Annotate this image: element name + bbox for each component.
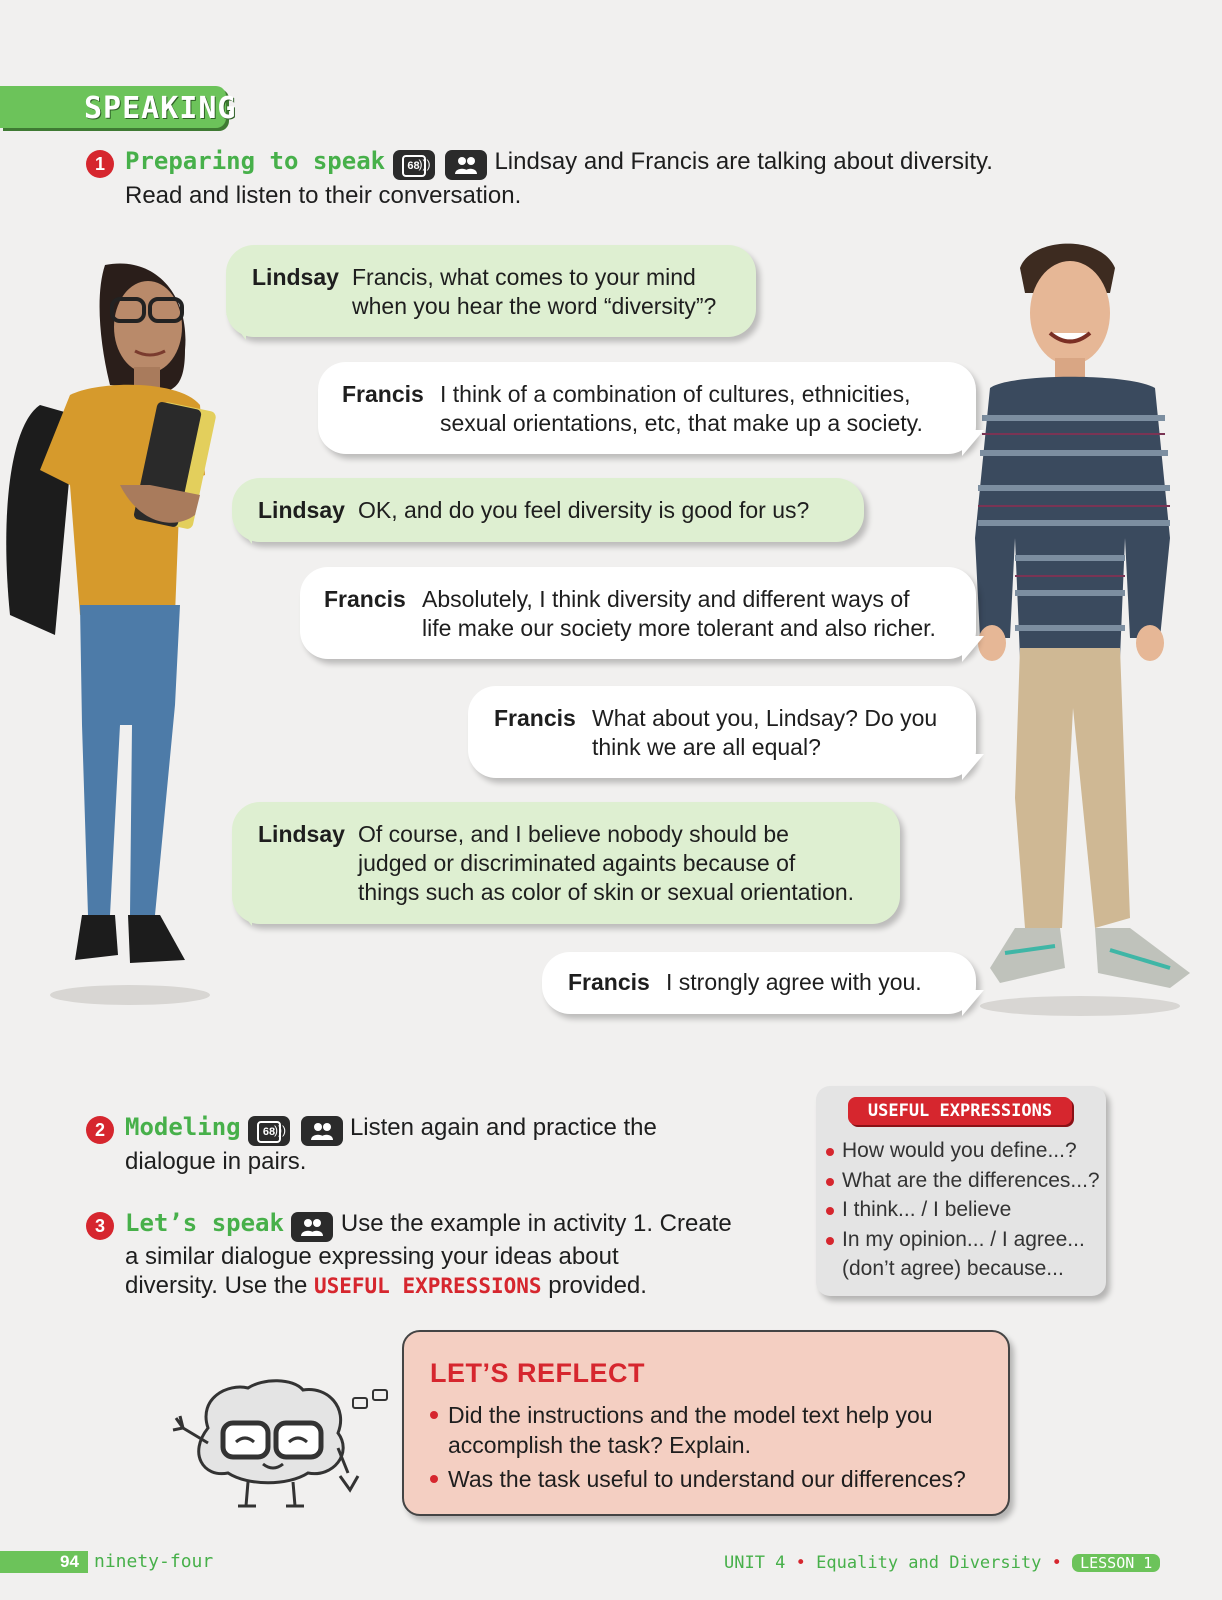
activity-text: Read and listen to their conversation. [125,182,522,209]
dialogue-line: sexual orientations, etc, that make up a society. [440,410,923,436]
dialogue-line: OK, and do you feel diversity is good for us? [358,497,810,523]
useful-expressions-reference: USEFUL EXPRESSIONS [313,1274,542,1298]
activity-title: Modeling [125,1113,241,1141]
useful-expressions-heading: USEFUL EXPRESSIONS [848,1097,1072,1125]
dialogue-line: I think of a combination of cultures, ethnicities, [440,381,911,407]
lesson-badge: LESSON 1 [1072,1554,1160,1572]
audio-track-number: 68 [257,1121,281,1143]
speaker-name: Lindsay [258,497,345,523]
unit-title: Equality and Diversity [816,1553,1042,1573]
activity-text: Lindsay and Francis are talking about diversity. [494,148,993,175]
list-item-continuation: (don’t agree) because... [842,1257,1064,1280]
dialogue-bubble [232,802,900,924]
activity-text: diversity. Use the [125,1272,308,1299]
speaker-name: Lindsay [258,821,345,847]
footer-unit [724,1552,1160,1574]
dialogue-bubble [318,362,976,454]
reflect-list [430,1400,966,1494]
francis-photo [970,238,1200,1028]
bubble-tail [962,754,984,780]
list-item: Did the instructions and the model text help you [430,1400,966,1430]
bubble-tail [962,990,984,1016]
dialogue-line: judged or discriminated againts because of [358,850,796,876]
activity-number: 3 [86,1212,114,1240]
dialogue-line: I strongly agree with you. [666,969,922,995]
dialogue-bubble [300,567,976,659]
activity-text: Use the example in activity 1. Create [340,1210,732,1237]
audio-cd-icon: 68 ))) [393,150,435,180]
dialogue-line: when you hear the word “diversity”? [352,293,717,319]
bubble-tail [962,430,984,456]
dialogue-line: life make our society more tolerant and also richer. [422,615,936,641]
dialogue-line: Absolutely, I think diversity and different ways of [422,586,910,612]
bubble-tail [232,900,252,926]
dialogue-bubble [542,952,976,1014]
speaker-name: Francis [494,705,576,731]
list-item: I think... / I believe [826,1195,1100,1225]
useful-expressions-list [826,1136,1100,1284]
list-item: Was the task useful to understand our differences? [430,1464,966,1494]
pair-work-icon [301,1116,343,1146]
dialogue-line: Francis, what comes to your mind [352,264,696,290]
activity-2-header [125,1113,657,1146]
list-item: What are the differences...? [826,1166,1100,1196]
speaker-name: Francis [568,969,650,995]
unit-label: UNIT 4 [724,1553,786,1573]
list-item: How would you define...? [826,1136,1100,1166]
activity-3-header [125,1209,732,1242]
bubble-tail [232,518,252,544]
audio-cd-icon: 68 ))) [248,1116,290,1146]
dialogue-line: What about you, Lindsay? Do you [592,705,938,731]
section-title: SPEAKING [84,91,237,126]
bubble-tail [226,314,246,340]
list-item: In my opinion... / I agree... [826,1225,1100,1255]
activity-text: dialogue in pairs. [125,1148,307,1175]
separator-dot: • [1051,1553,1062,1573]
activity-text: a similar dialogue expressing your ideas about [125,1243,619,1270]
brain-mascot-icon [168,1378,388,1519]
bubble-tail [962,636,984,662]
separator-dot: • [795,1553,806,1573]
dialogue-line: think we are all equal? [592,734,821,760]
pair-work-icon [445,150,487,180]
activity-title: Let’s speak [125,1209,284,1237]
dialogue-bubble [468,686,976,778]
activity-text: Listen again and practice the [349,1114,657,1141]
reflect-title: LET’S REFLECT [430,1358,645,1388]
dialogue-bubble [226,245,756,337]
activity-number: 2 [86,1116,114,1144]
speaker-name: Lindsay [252,264,339,290]
speaker-name: Francis [342,381,424,407]
list-item-continuation: accomplish the task? Explain. [448,1432,751,1458]
dialogue-line: Of course, and I believe nobody should be [358,821,789,847]
audio-track-number: 68 [402,155,426,177]
lindsay-photo [0,255,220,1015]
activity-text: provided. [548,1272,647,1299]
speaker-name: Francis [324,586,406,612]
pair-work-icon [291,1212,333,1242]
section-banner [0,86,237,128]
dialogue-line: things such as color of skin or sexual orientation. [358,879,855,905]
activity-text-line [125,1271,647,1301]
dialogue-bubble [232,478,864,542]
activity-1-header [125,147,993,180]
page-number-words: ninety-four [94,1551,214,1572]
activity-title: Preparing to speak [125,147,386,175]
activity-number: 1 [86,150,114,178]
page-number: 94 [60,1552,79,1571]
